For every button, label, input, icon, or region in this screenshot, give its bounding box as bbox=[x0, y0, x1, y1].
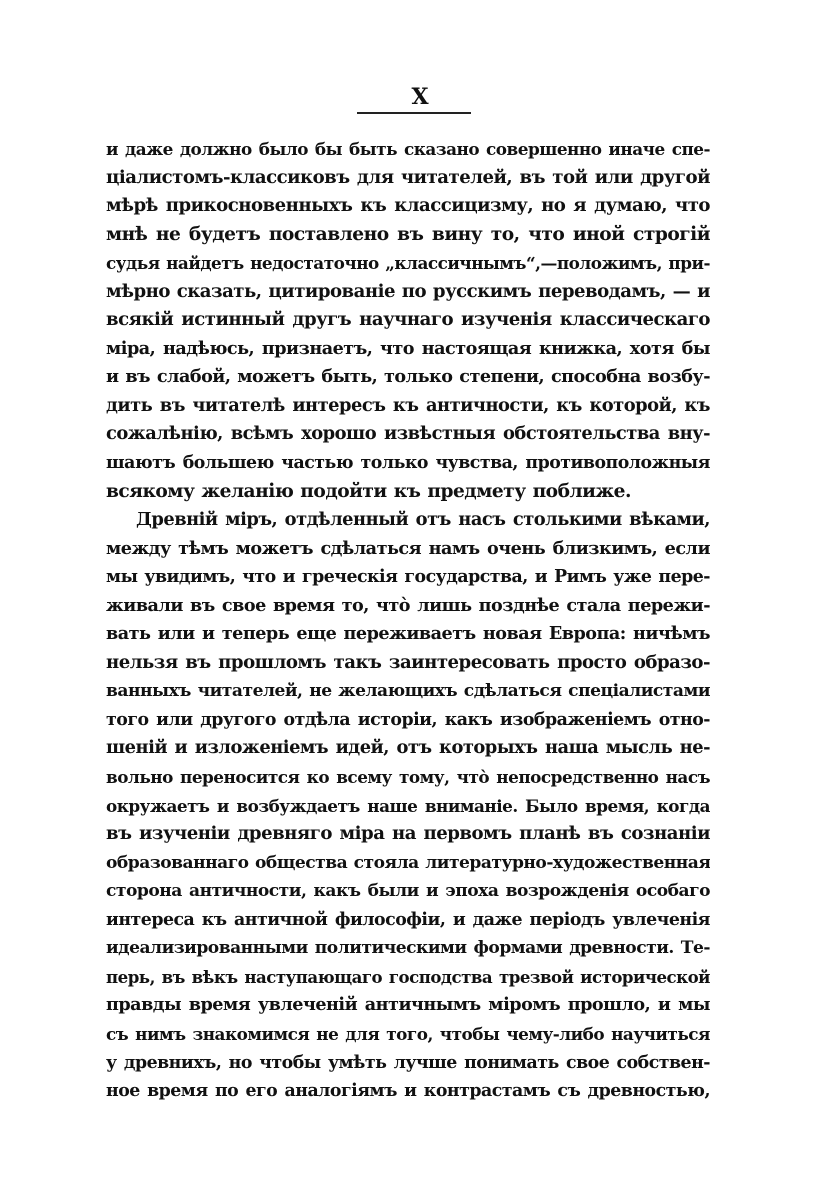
text-line: интереса къ античной философіи, и даже періодъ увлеченія bbox=[106, 909, 710, 930]
text-line: того или другого отдѣла исторіи, какъ изображеніемъ отно- bbox=[106, 709, 710, 730]
text-line: сожалѣнію, всѣмъ хорошо извѣстныя обстоятельства вну- bbox=[106, 423, 710, 445]
text-line: мнѣ не будетъ поставлено въ вину то, что иной строгій bbox=[106, 223, 710, 245]
text-line: міра, надѣюсь, признаетъ, что настоящая книжка, хотя бы bbox=[106, 337, 710, 359]
text-line: и даже должно было бы быть сказано совершенно иначе спе- bbox=[106, 139, 710, 159]
text-line: мѣрно сказать, цитированіе по русскимъ переводамъ, — и bbox=[106, 280, 710, 302]
text-line: нельзя въ прошломъ такъ заинтересовать просто образо- bbox=[106, 651, 710, 673]
text-line: перь, въ вѣкъ наступающаго господства трезвой исторической bbox=[106, 966, 710, 987]
text-line: въ изученіи древняго міра на первомъ планѣ въ сознаніи bbox=[106, 823, 710, 845]
text-line: ванныхъ читателей, не желающихъ сдѣлаться спеціалистами bbox=[106, 681, 710, 702]
text-line: вать или и теперь еще переживаетъ новая Европа: ничѣмъ bbox=[106, 623, 710, 645]
text-line: дить въ читателѣ интересъ къ античности, къ которой, къ bbox=[106, 394, 710, 416]
text-line: мѣрѣ прикосновенныхъ къ классицизму, но я думаю, что bbox=[106, 195, 710, 217]
text-line: идеализированными политическими формами древности. Те- bbox=[106, 938, 710, 959]
header-rule bbox=[357, 112, 471, 114]
text-line: между тѣмъ можетъ сдѣлаться намъ очень близкимъ, если bbox=[106, 537, 710, 559]
text-line: шеній и изложеніемъ идей, отъ которыхъ наша мысль не- bbox=[106, 737, 710, 759]
text-line: мы увидимъ, что и греческія государства, и Римъ уже пере- bbox=[106, 567, 710, 588]
text-line: сторона античности, какъ были и эпоха возрожденія особаго bbox=[106, 881, 710, 902]
text-line: образованнаго общества стояла литературно-художественная bbox=[106, 852, 710, 873]
text-line: правды время увлеченій античнымъ міромъ прошло, и мы bbox=[106, 994, 710, 1016]
text-line: шаютъ большею частью только чувства, противоположныя bbox=[106, 453, 710, 474]
text-line: ціалистомъ-классиковъ для читателей, въ той или другой bbox=[106, 166, 710, 188]
text-line: окружаетъ и возбуждаетъ наше вниманіе. Было время, когда bbox=[106, 795, 710, 816]
text-line: всякій истинный другъ научнаго изученія классическаго bbox=[106, 309, 710, 331]
text-line: у древнихъ, но чтобы умѣть лучше понимать свое собствен- bbox=[106, 1052, 710, 1073]
page-number: X bbox=[411, 84, 429, 110]
text-line: вольно переносится ко всему тому, что̀ непосредственно насъ bbox=[106, 767, 710, 788]
paragraph-end-line: всякому желанію подойти къ предмету поближе. bbox=[106, 480, 631, 502]
text-line: ное время по его аналогіямъ и контрастамъ съ древностью, bbox=[106, 1081, 710, 1102]
text-line: судья найдетъ недостаточно „классичнымъ“,—положимъ, при- bbox=[106, 253, 710, 274]
text-line: съ нимъ знакомимся не для того, чтобы чему-либо научиться bbox=[106, 1023, 710, 1044]
text-line: и въ слабой, можетъ быть, только степени, способна возбу- bbox=[106, 366, 710, 388]
paragraph-start-line: Древній міръ, отдѣленный отъ насъ столькими вѣками, bbox=[136, 509, 710, 531]
body-text bbox=[106, 135, 710, 1106]
text-line: живали въ свое время то, что̀ лишь позднѣе стала пережи- bbox=[106, 594, 710, 616]
